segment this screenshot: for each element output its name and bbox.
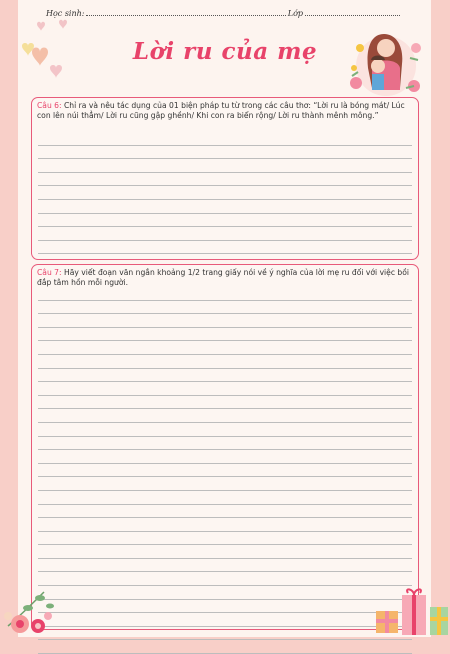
question-7-label: Câu 7: — [37, 268, 62, 277]
question-6-label: Câu 6: — [37, 101, 62, 110]
class-field[interactable] — [305, 9, 400, 16]
heart-icon — [33, 18, 73, 38]
student-info-line — [46, 9, 402, 18]
student-name-label: Học sinh: — [46, 9, 85, 18]
answer-lines-7[interactable] — [38, 287, 412, 654]
question-7-box — [31, 264, 419, 630]
question-7-text: Hãy viết đoạn văn ngắn khoảng 1/2 trang giấy nói về ý nghĩa của lời mẹ ru đối với việc bồi đắp tâm hồn mỗi người. — [37, 268, 410, 288]
answer-lines-6[interactable] — [38, 132, 412, 268]
class-label: Lớp — [287, 9, 303, 18]
page-title: Lời ru của mẹ — [132, 38, 318, 65]
question-6-text: Chỉ ra và nêu tác dụng của 01 biện pháp tu từ trong các câu thơ: “Lời ru là bóng mát/ Lúc con lên núi thẳm/ Lời ru cũng gập ghềnh/ Khi con ra biển rộng/ Lời ru thành mênh mông.” — [37, 101, 405, 121]
question-6 — [37, 101, 413, 122]
gift-box-icon — [374, 587, 450, 637]
student-name-field[interactable] — [86, 9, 285, 16]
flower-icon — [0, 586, 66, 637]
mother-child-illustration — [346, 28, 426, 98]
question-6-box — [31, 97, 419, 260]
question-7 — [37, 268, 413, 289]
